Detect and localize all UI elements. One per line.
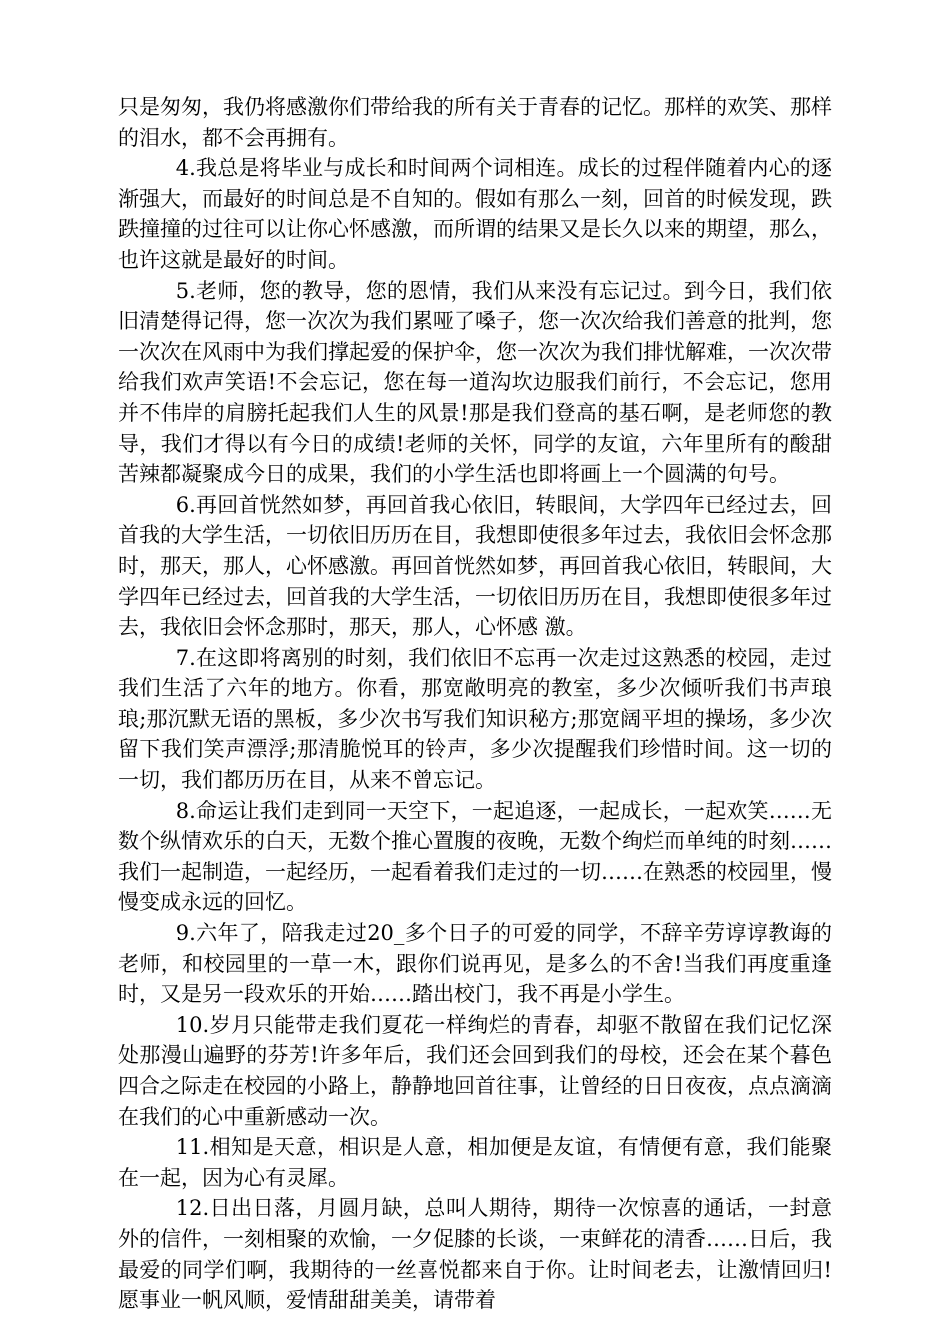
paragraph-item-8: 8.命运让我们走到同一天空下，一起追逐，一起成长，一起欢笑……无数个纵情欢乐的白天，无数个推心置腹的夜晚，无数个绚烂而单纯的时刻……我们一起制造，一起经历，一起看着我们走过的一切……在熟悉的校园里，慢慢变成永远的回忆。	[118, 798, 832, 915]
paragraph-item-11: 11.相知是天意，相识是人意，相加便是友谊，有情便有意，我们能聚在一起，因为心有灵犀。	[118, 1135, 832, 1190]
paragraph-item-9: 9.六年了，陪我走过20_多个日子的可爱的同学，不辞辛劳谆谆教诲的老师，和校园里的一草一木，跟你们说再见，是多么的不舍!当我们再度重逢时，又是另一段欢乐的开始……踏出校门，我不再是小学生。	[118, 921, 832, 1007]
paragraph-item-10: 10.岁月只能带走我们夏花一样绚烂的青春，却驱不散留在我们记忆深处那漫山遍野的芬芳!许多年后，我们还会回到我们的母校，还会在某个暮色四合之际走在校园的小路上，静静地回首往事，让曾经的日日夜夜，点点滴滴在我们的心中重新感动一次。	[118, 1012, 832, 1129]
paragraph-item-5: 5.老师，您的教导，您的恩情，我们从来没有忘记过。到今日，我们依旧清楚得记得，您一次次为我们累哑了嗓子，您一次次给我们善意的批判，您一次次在风雨中为我们撑起爱的保护伞，您一次次为我们排忧解难，一次次带给我们欢声笑语!不会忘记，您在每一道沟坎边服我们前行，不会忘记，您用并不伟岸的肩膀托起我们人生的风景!那是我们登高的基石啊，是老师您的教导，我们才得以有今日的成绩!老师的关怀，同学的友谊，六年里所有的酸甜苦辣都凝聚成今日的成果，我们的小学生活也即将画上一个圆满的句号。	[118, 278, 832, 487]
paragraph-item-6: 6.再回首恍然如梦，再回首我心依旧，转眼间，大学四年已经过去，回首我的大学生活，一切依旧历历在目，我想即使很多年过去，我依旧会怀念那时，那天，那人，心怀感激。再回首恍然如梦，再回首我心依旧，转眼间，大学四年已经过去，回首我的大学生活，一切依旧历历在目，我想即使很多年过去，我依旧会怀念那时，那天，那人，心怀感 激。	[118, 492, 832, 640]
paragraph-item-4: 4.我总是将毕业与成长和时间两个词相连。成长的过程伴随着内心的逐渐强大，而最好的时间总是不自知的。假如有那么一刻，回首的时候发现，跌跌撞撞的过往可以让你心怀感激，而所谓的结果又是长久以来的期望，那么，也许这就是最好的时间。	[118, 156, 832, 272]
paragraph-item-12: 12.日出日落，月圆月缺，总叫人期待，期待一次惊喜的通话，一封意外的信件，一刻相聚的欢愉，一夕促膝的长谈，一束鲜花的清香……日后，我最爱的同学们啊，我期待的一丝喜悦都来自于你。让时间老去，让激情回归!愿事业一帆风顺，爱情甜甜美美，请带着	[118, 1196, 832, 1313]
document-page	[118, 92, 832, 1316]
paragraph-continued: 只是匆匆，我仍将感激你们带给我的所有关于青春的记忆。那样的欢笑、那样的泪水，都不会再拥有。	[118, 95, 832, 150]
paragraph-item-7: 7.在这即将离别的时刻，我们依旧不忘再一次走过这熟悉的校园，走过我们生活了六年的地方。你看，那宽敞明亮的教室，多少次倾听我们书声琅琅;那沉默无语的黑板，多少次书写我们知识秘方;那宽阔平坦的操场，多少次留下我们笑声漂浮;那清脆悦耳的铃声，多少次提醒我们珍惜时间。这一切的一切，我们都历历在目，从来不曾忘记。	[118, 645, 832, 793]
